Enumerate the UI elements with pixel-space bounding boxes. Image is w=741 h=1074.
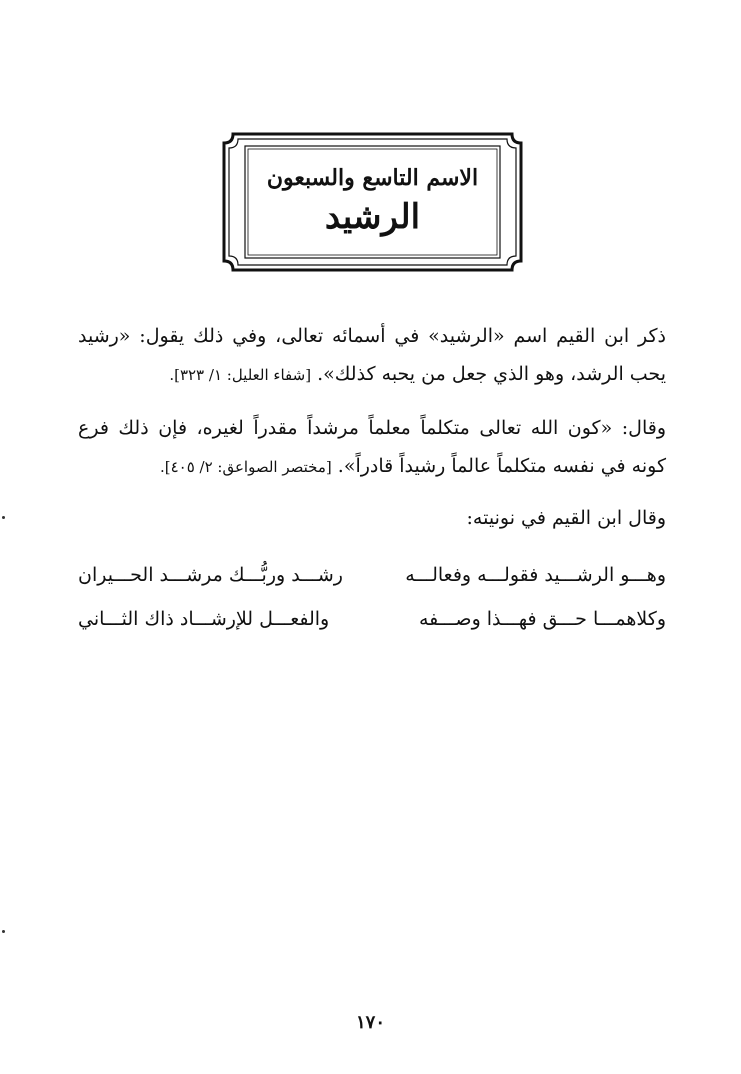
paragraph-text: ذكر ابن القيم اسم «الرشيد» في أسمائه تعالى، وفي ذلك يقول: «رشيد يحب الرشد، وهو الذي جعل من يحبه كذلك». — [78, 325, 666, 385]
source-citation: [مختصر الصواعق: ٢/ ٤٠٥]. — [159, 458, 332, 476]
verse-second-hemistich: والفعـــل للإرشـــاد ذاك الثـــاني — [78, 608, 330, 630]
chapter-label: الاسم التاسع والسبعون — [266, 165, 479, 191]
paragraph-text: وقال ابن القيم في نونيته: — [466, 507, 666, 529]
chapter-title-frame — [221, 131, 524, 273]
page-number: ١٧٠ — [355, 1012, 385, 1033]
scan-speck — [2, 930, 5, 933]
scan-speck — [2, 516, 5, 519]
paragraph-3 — [78, 499, 666, 537]
chapter-name: الرشيد — [324, 197, 421, 237]
paragraph-text: وقال: «كون الله تعالى متكلماً معلماً مرشداً مقدراً لغيره، فإن ذلك فرع كونه في نفسه متكلماً عالماً رشيداً قادراً». — [78, 417, 666, 477]
poem-verse — [78, 556, 666, 594]
verse-first-hemistich: وكلاهمـــا حـــق فهـــذا وصـــفه — [418, 608, 666, 630]
paragraph-2 — [78, 409, 666, 486]
paragraph-1 — [78, 317, 666, 394]
verse-first-hemistich: وهـــو الرشـــيد فقولـــه وفعالـــه — [405, 564, 666, 586]
source-citation: [شفاء العليل: ١/ ٣٢٣]. — [169, 366, 312, 384]
verse-second-hemistich: رشـــد وربُّـــك مرشـــد الحـــيران — [78, 564, 343, 586]
poem-verse — [78, 600, 666, 638]
